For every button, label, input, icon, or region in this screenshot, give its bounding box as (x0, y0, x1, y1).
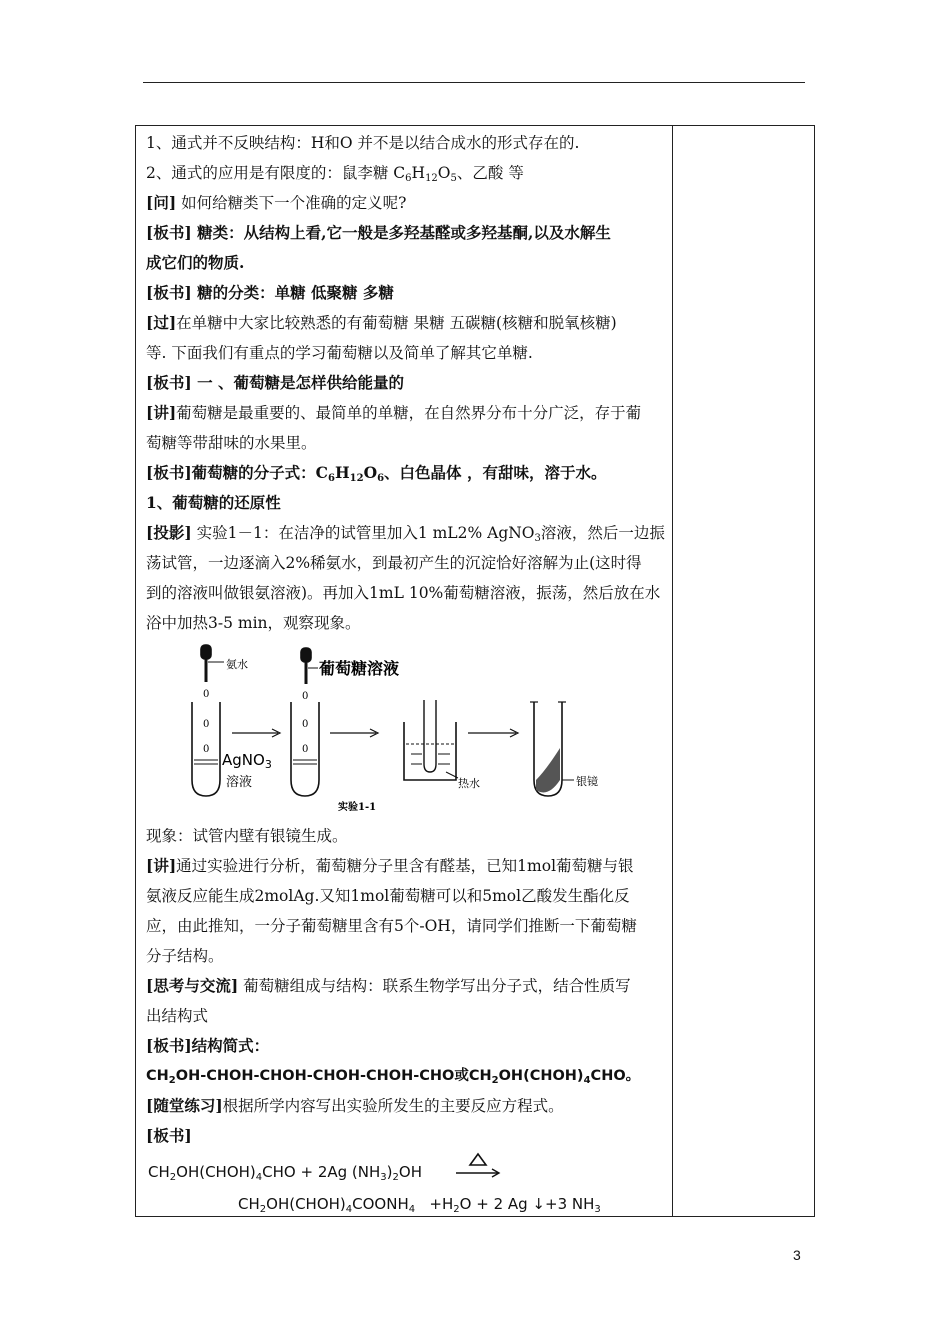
text: 糖类：从结构上看,它一般是多羟基醛或多羟基酮,以及水解生 (191, 223, 611, 242)
text-line (146, 911, 668, 941)
text: 荡试管，一边逐滴入2%稀氨水，到最初产生的沉淀恰好溶解为止(这时得 (146, 554, 642, 572)
beaker (404, 722, 456, 780)
text: 结构简式： (191, 1036, 270, 1055)
text-line (146, 278, 668, 308)
text: OH-CHOH-CHOH-CHOH-CHOH-CHO或CH (175, 1068, 492, 1084)
text: CHO。 (590, 1068, 641, 1084)
text-line (146, 941, 668, 971)
text: 葡萄糖的分子式：C (191, 463, 329, 482)
text: 2、通式的应用是有限度的：鼠李糖 C (146, 164, 406, 182)
mirror-label: 银镜 (576, 775, 598, 788)
subscript: 3 (534, 533, 541, 544)
tag: [思考与交流] (146, 976, 239, 995)
text-line (146, 428, 668, 458)
heat-arrow-icon (454, 1151, 504, 1183)
text-line (146, 821, 668, 851)
subscript: 6 (377, 473, 385, 484)
text: 、乙酸 等 (456, 164, 524, 182)
text-line (146, 1001, 668, 1031)
ammonia-label: 氨水 (226, 658, 248, 671)
subscript: 4 (583, 1075, 591, 1086)
text: 一 、葡萄糖是怎样供给能量的 (191, 373, 404, 392)
tag: [板书] (146, 1036, 192, 1055)
text: 等. 下面我们有重点的学习葡萄糖以及简单了解其它单糖. (146, 344, 533, 362)
header-rule (143, 82, 805, 83)
zero-mark: 0 (302, 691, 309, 702)
text: CH (146, 1068, 169, 1084)
text-line (146, 248, 668, 278)
text: O (363, 463, 378, 482)
structural-formula (146, 1061, 668, 1091)
text: 葡萄糖组成与结构：联系生物学写出分子式，结合性质写 (238, 977, 631, 995)
text-line (146, 608, 668, 638)
text: 分子结构。 (146, 947, 224, 965)
zero-mark: 0 (203, 744, 210, 755)
tag: [投影] (146, 523, 192, 542)
text-line (146, 398, 668, 428)
text: 萄糖等带甜味的水果里。 (146, 434, 317, 452)
text: 、白色晶体 ，有甜味，溶于水。 (384, 463, 607, 482)
subscript: 12 (425, 173, 438, 184)
subscript: 12 (349, 473, 364, 484)
text: 现象：试管内壁有银镜生成。 (146, 827, 348, 845)
text: O (437, 164, 451, 182)
text-line (146, 851, 668, 881)
subscript: 6 (328, 473, 335, 484)
equation-row-2: $CH_2OH(CHOH)_4COONH_4 +H_2O + 2$ Ag ↓+3 $NH_3$ (238, 1195, 601, 1215)
text-line (146, 881, 668, 911)
text: 1、葡萄糖的还原性 (146, 493, 281, 512)
dropper-bulb-2 (301, 648, 311, 662)
text-line (146, 368, 668, 398)
zero-mark: 0 (302, 744, 309, 755)
tag: [随堂练习] (146, 1096, 223, 1115)
agno3-label: AgNO$_3$ (222, 751, 272, 771)
text-line (146, 548, 668, 578)
zero-mark: 0 (302, 719, 309, 730)
tag: [讲] (146, 403, 177, 422)
text: 成它们的物质. (146, 253, 245, 272)
zero-mark: 0 (203, 689, 210, 700)
subscript: 2 (491, 1075, 499, 1086)
text-line (146, 971, 668, 1001)
experiment-figure (146, 640, 668, 815)
text-line (146, 218, 668, 248)
text-line (146, 1121, 668, 1151)
tag: [讲] (146, 856, 177, 875)
text: 糖的分类：单糖 低聚糖 多糖 (191, 283, 394, 302)
test-tube-3 (424, 700, 436, 772)
tag: [问] (146, 193, 177, 212)
text-line (146, 488, 668, 518)
silver-mirror (536, 748, 560, 792)
text: 根据所学内容写出实验所发生的主要反应方程式。 (222, 1097, 564, 1115)
glucose-label: 葡萄糖溶液 (319, 659, 400, 678)
hot-water-label: 热水 (458, 777, 480, 790)
text-line (146, 1031, 668, 1061)
dropper-bulb-1 (201, 645, 211, 659)
reaction-equation (146, 1151, 668, 1223)
column-divider (672, 126, 673, 1216)
solution-label: 溶液 (226, 775, 253, 790)
subscript: 2 (168, 1075, 176, 1086)
text: 实验1－1：在洁净的试管里加入1 mL2% AgNO (191, 524, 535, 542)
figure-caption: 实验1-1 (338, 802, 377, 813)
lesson-table (135, 125, 815, 1217)
text: 浴中加热3-5 min，观察现象。 (146, 614, 361, 632)
text: H (334, 463, 350, 482)
text-line (146, 458, 668, 488)
text-line (146, 338, 668, 368)
text-line (146, 308, 668, 338)
zero-mark: 0 (203, 719, 210, 730)
tag: [板书] (146, 283, 192, 302)
text: 通过实验进行分析，葡萄糖分子里含有醛基，已知1mol葡萄糖与银 (176, 857, 634, 875)
text-line (146, 1091, 668, 1121)
text-line (146, 158, 668, 188)
tag: [板书] (146, 223, 192, 242)
subscript: 5 (450, 173, 457, 184)
page-number: 3 (793, 1247, 801, 1263)
text: 到的溶液叫做银氨溶液)。再加入1mL 10%葡萄糖溶液，振荡，然后放在水 (146, 584, 661, 602)
text: 应，由此推知，一分子葡萄糖里含有5个-OH，请同学们推断一下葡萄糖 (146, 917, 637, 935)
text: 葡萄糖是最重要的、最简单的单糖，在自然界分布十分广泛，存于葡 (176, 404, 642, 422)
text-line (146, 188, 668, 218)
text: 溶液，然后一边振 (540, 524, 665, 542)
text-line (146, 128, 668, 158)
tag: [过] (146, 313, 177, 332)
text-line (146, 518, 668, 548)
content-cell (146, 128, 668, 1223)
text: 出结构式 (146, 1007, 209, 1025)
text: OH(CHOH) (498, 1068, 584, 1084)
text: 在单糖中大家比较熟悉的有葡萄糖 果糖 五碳糖(核糖和脱氧核糖) (176, 314, 617, 332)
text: 氨液反应能生成2molAg.又知1mol葡萄糖可以和5mol乙酸发生酯化反 (146, 887, 630, 905)
subscript: 6 (405, 173, 412, 184)
text: 如何给糖类下一个准确的定义呢? (176, 194, 407, 212)
text-line (146, 578, 668, 608)
tag: [板书] (146, 373, 192, 392)
tag: [板书] (146, 463, 192, 482)
text: 1、通式并不反映结构：H和O 并不是以结合成水的形式存在的. (146, 134, 580, 152)
tag: [板书] (146, 1126, 192, 1145)
equation-row-1: $CH_2OH(CHOH)_4CHO + 2Ag$ $(NH_3)_2OH$ (148, 1163, 422, 1183)
experiment-diagram (146, 640, 626, 815)
text: H (411, 164, 426, 182)
